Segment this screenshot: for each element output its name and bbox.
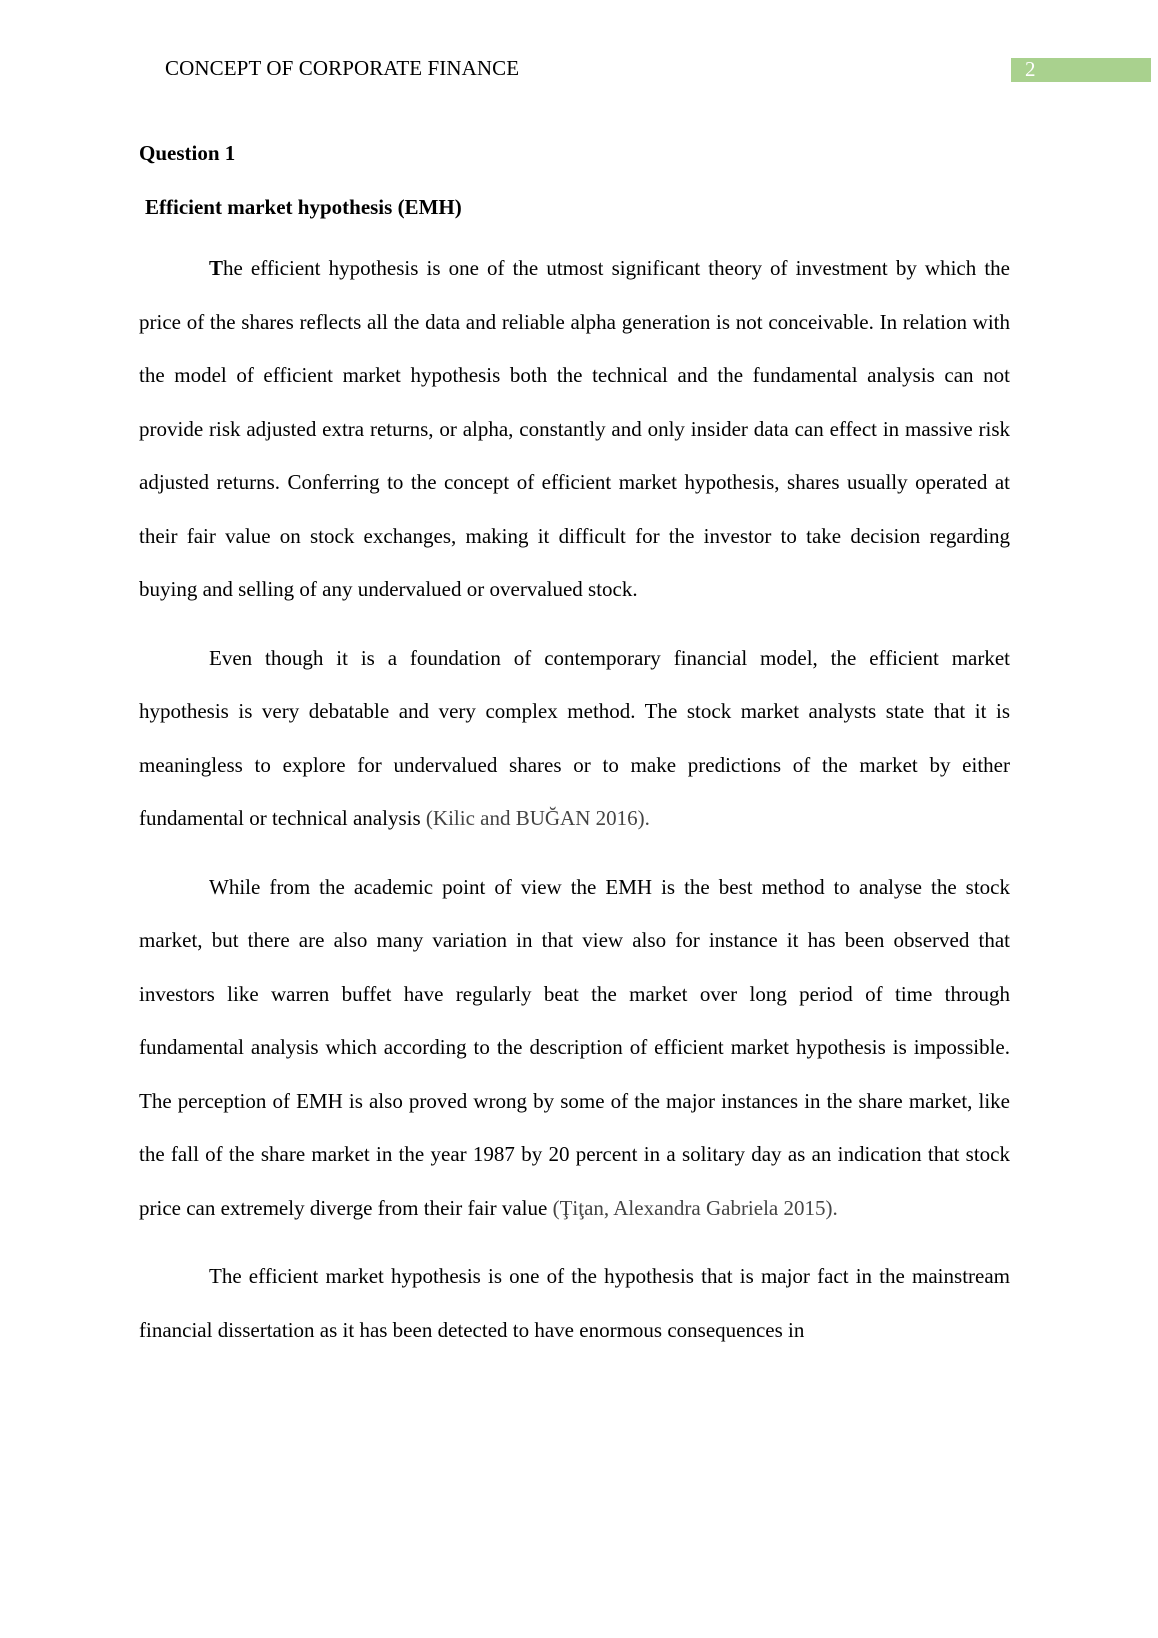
drop-cap-letter: T: [209, 256, 224, 280]
paragraph-2: [139, 632, 1010, 846]
citation-kilic-bugan: (Kilic and BUĞAN 2016).: [425, 806, 650, 830]
paragraph-3-text: While from the academic point of view the EMH is the best method to analyse the stock market, but there are also many variation in that view also for instance it has been observed that investors like warren buffet have regularly beat the market over long period of time through fundamental analysis which according to the description of efficient market hypothesis is impossible. The perception of EMH is also proved wrong by some of the major instances in the share market, like the fall of the share market in the year 1987 by 20 percent in a solitary day as an indication that stock price can extremely diverge from their fair value: [139, 874, 1010, 1220]
section-heading: Efficient market hypothesis (EMH): [145, 195, 462, 219]
question-heading: Question 1: [139, 141, 236, 165]
paragraph-4: [139, 1250, 1010, 1357]
page-number: 2: [1025, 57, 1036, 81]
document-body: [139, 138, 1010, 1372]
paragraph-3: [139, 861, 1010, 1236]
paragraph-1-text: he efficient hypothesis is one of the utmost significant theory of investment by which the price of the shares reflects all the data and reliable alpha generation is not conceivable. In relation with the model of efficient market hypothesis both the technical and the fundamental analysis can not provide risk adjusted extra returns, or alpha, constantly and only insider data can effect in massive risk adjusted returns. Conferring to the concept of efficient market hypothesis, shares usually operated at their fair value on stock exchanges, making it difficult for the investor to take decision regarding buying and selling of any undervalued or overvalued stock.: [139, 256, 1010, 601]
paragraph-4-text: The efficient market hypothesis is one of the hypothesis that is major fact in the mainstream financial dissertation as it has been detected to have enormous consequences in: [139, 1264, 1010, 1342]
running-head: CONCEPT OF CORPORATE FINANCE: [165, 56, 520, 80]
page-header: [0, 0, 1158, 100]
citation-titan: (Ţiţan, Alexandra Gabriela 2015).: [552, 1195, 838, 1220]
paragraph-2-text: Even though it is a foundation of contemporary financial model, the efficient market hypothesis is very debatable and very complex method. The stock market analysts state that it is meaningless to explore for undervalued shares or to make predictions of the market by either fundamental or technical analysis: [139, 645, 1010, 830]
page-number-box: [1011, 58, 1151, 82]
paragraph-1: [139, 242, 1010, 617]
